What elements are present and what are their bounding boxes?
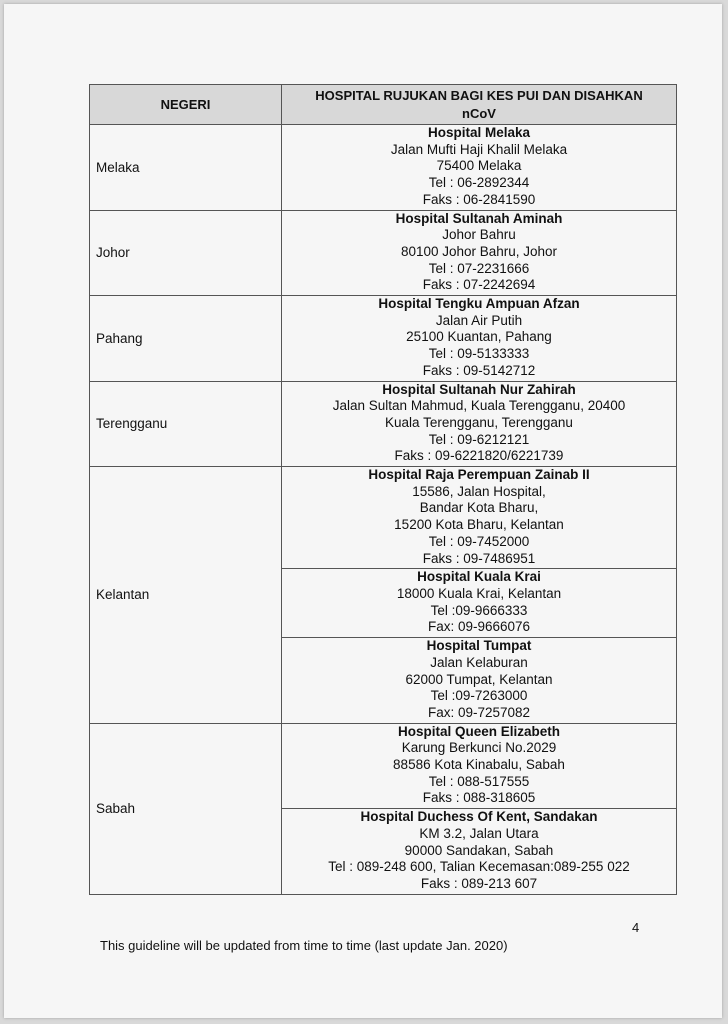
table-row bbox=[90, 125, 677, 211]
hospital-entry bbox=[282, 724, 676, 809]
hospital-detail-line: 90000 Sandakan, Sabah bbox=[404, 842, 554, 858]
hospital-name: Hospital Melaka bbox=[427, 125, 531, 140]
hospital-detail-line: 62000 Tumpat, Kelantan bbox=[405, 671, 553, 687]
hospital-name: Hospital Sultanah Aminah bbox=[395, 210, 563, 226]
footer-note: This guideline will be updated from time to time (last update Jan. 2020) bbox=[100, 938, 508, 953]
hospital-cell bbox=[282, 381, 677, 467]
table-row bbox=[90, 467, 677, 724]
header-hospital-line2: nCoV bbox=[462, 105, 496, 121]
hospital-detail-line: 75400 Melaka bbox=[436, 158, 522, 174]
hospital-name: Hospital Queen Elizabeth bbox=[397, 723, 561, 739]
state-cell: Kelantan bbox=[90, 467, 282, 724]
hospital-cell bbox=[282, 125, 677, 211]
header-hospital-line1: HOSPITAL RUJUKAN BAGI KES PUI DAN DISAHKAN bbox=[315, 87, 643, 103]
hospital-name: Hospital Sultanah Nur Zahirah bbox=[382, 381, 576, 397]
hospital-detail-line: Jalan Sultan Mahmud, Kuala Terengganu, 20400 bbox=[332, 398, 626, 414]
table-row bbox=[90, 723, 677, 894]
header-hospital bbox=[282, 85, 677, 125]
hospital-name: Hospital Raja Perempuan Zainab II bbox=[368, 467, 590, 483]
hospital-detail-line: KM 3.2, Jalan Utara bbox=[419, 825, 539, 841]
table-body bbox=[90, 125, 677, 895]
document-page bbox=[4, 4, 722, 1018]
hospital-detail-line: Faks : 088-318605 bbox=[422, 790, 536, 806]
hospital-detail-line: Faks : 09-6221820/6221739 bbox=[394, 448, 564, 464]
hospital-detail-line: Karung Berkunci No.2029 bbox=[401, 740, 557, 756]
hospital-entry bbox=[282, 568, 676, 637]
hospital-detail-line: Faks : 09-7486951 bbox=[422, 550, 536, 566]
hospital-entry bbox=[282, 296, 676, 381]
hospital-referral-table bbox=[89, 84, 677, 895]
hospital-entry bbox=[282, 808, 676, 894]
table-row bbox=[90, 210, 677, 296]
hospital-name: Hospital Duchess Of Kent, Sandakan bbox=[360, 809, 598, 825]
hospital-detail-line: Tel : 09-7452000 bbox=[428, 533, 530, 549]
hospital-entry bbox=[282, 211, 676, 296]
hospital-detail-line: 15200 Kota Bharu, Kelantan bbox=[394, 517, 564, 533]
hospital-cell bbox=[282, 723, 677, 894]
state-cell: Terengganu bbox=[90, 381, 282, 467]
hospital-name: Hospital Tumpat bbox=[426, 638, 532, 654]
hospital-detail-line: Jalan Air Putih bbox=[435, 312, 523, 328]
header-negeri: NEGERI bbox=[90, 85, 282, 125]
hospital-name: Hospital Tengku Ampuan Afzan bbox=[378, 296, 580, 312]
hospital-detail-line: Fax: 09-7257082 bbox=[427, 704, 531, 720]
page-number: 4 bbox=[632, 920, 640, 935]
hospital-detail-line: Bandar Kota Bharu, bbox=[419, 500, 539, 516]
hospital-detail-line: Tel :09-9666333 bbox=[430, 602, 528, 618]
hospital-cell bbox=[282, 210, 677, 296]
hospital-detail-line: Tel : 089-248 600, Talian Kecemasan:089-255 022 bbox=[328, 859, 630, 875]
hospital-detail-line: Tel : 088-517555 bbox=[428, 773, 530, 789]
hospital-detail-line: Jalan Mufti Haji Khalil Melaka bbox=[390, 141, 568, 157]
state-cell: Melaka bbox=[90, 125, 282, 211]
table-header-row bbox=[90, 85, 677, 125]
hospital-detail-line: Tel :09-7263000 bbox=[430, 688, 528, 704]
table-row bbox=[90, 296, 677, 382]
hospital-detail-line: Faks : 06-2841590 bbox=[422, 191, 536, 207]
hospital-detail-line: Johor Bahru bbox=[442, 227, 516, 243]
hospital-detail-line: Tel : 09-6212121 bbox=[428, 431, 530, 447]
hospital-cell bbox=[282, 296, 677, 382]
state-cell: Johor bbox=[90, 210, 282, 296]
hospital-detail-line: 80100 Johor Bahru, Johor bbox=[400, 243, 558, 259]
hospital-detail-line: Tel : 09-5133333 bbox=[428, 346, 530, 362]
hospital-cell bbox=[282, 467, 677, 724]
state-cell: Sabah bbox=[90, 723, 282, 894]
hospital-detail-line: Faks : 09-5142712 bbox=[422, 362, 536, 378]
hospital-entry bbox=[282, 382, 676, 467]
hospital-detail-line: Tel : 07-2231666 bbox=[428, 260, 530, 276]
hospital-entry bbox=[282, 637, 676, 723]
hospital-detail-line: Fax: 09-9666076 bbox=[427, 619, 531, 635]
hospital-name: Hospital Kuala Krai bbox=[417, 569, 541, 585]
hospital-entry bbox=[282, 125, 676, 210]
hospital-detail-line: Tel : 06-2892344 bbox=[428, 175, 530, 191]
hospital-detail-line: 15586, Jalan Hospital, bbox=[412, 483, 546, 499]
hospital-detail-line: 25100 Kuantan, Pahang bbox=[406, 329, 552, 345]
hospital-detail-line: 18000 Kuala Krai, Kelantan bbox=[396, 585, 562, 601]
hospital-entry bbox=[282, 467, 676, 568]
hospital-detail-line: Faks : 089-213 607 bbox=[420, 875, 538, 891]
hospital-detail-line: Kuala Terengganu, Terengganu bbox=[385, 414, 573, 430]
state-cell: Pahang bbox=[90, 296, 282, 382]
table-row bbox=[90, 381, 677, 467]
hospital-detail-line: Faks : 07-2242694 bbox=[422, 277, 536, 293]
hospital-detail-line: 88586 Kota Kinabalu, Sabah bbox=[393, 757, 565, 773]
hospital-detail-line: Jalan Kelaburan bbox=[430, 654, 528, 670]
